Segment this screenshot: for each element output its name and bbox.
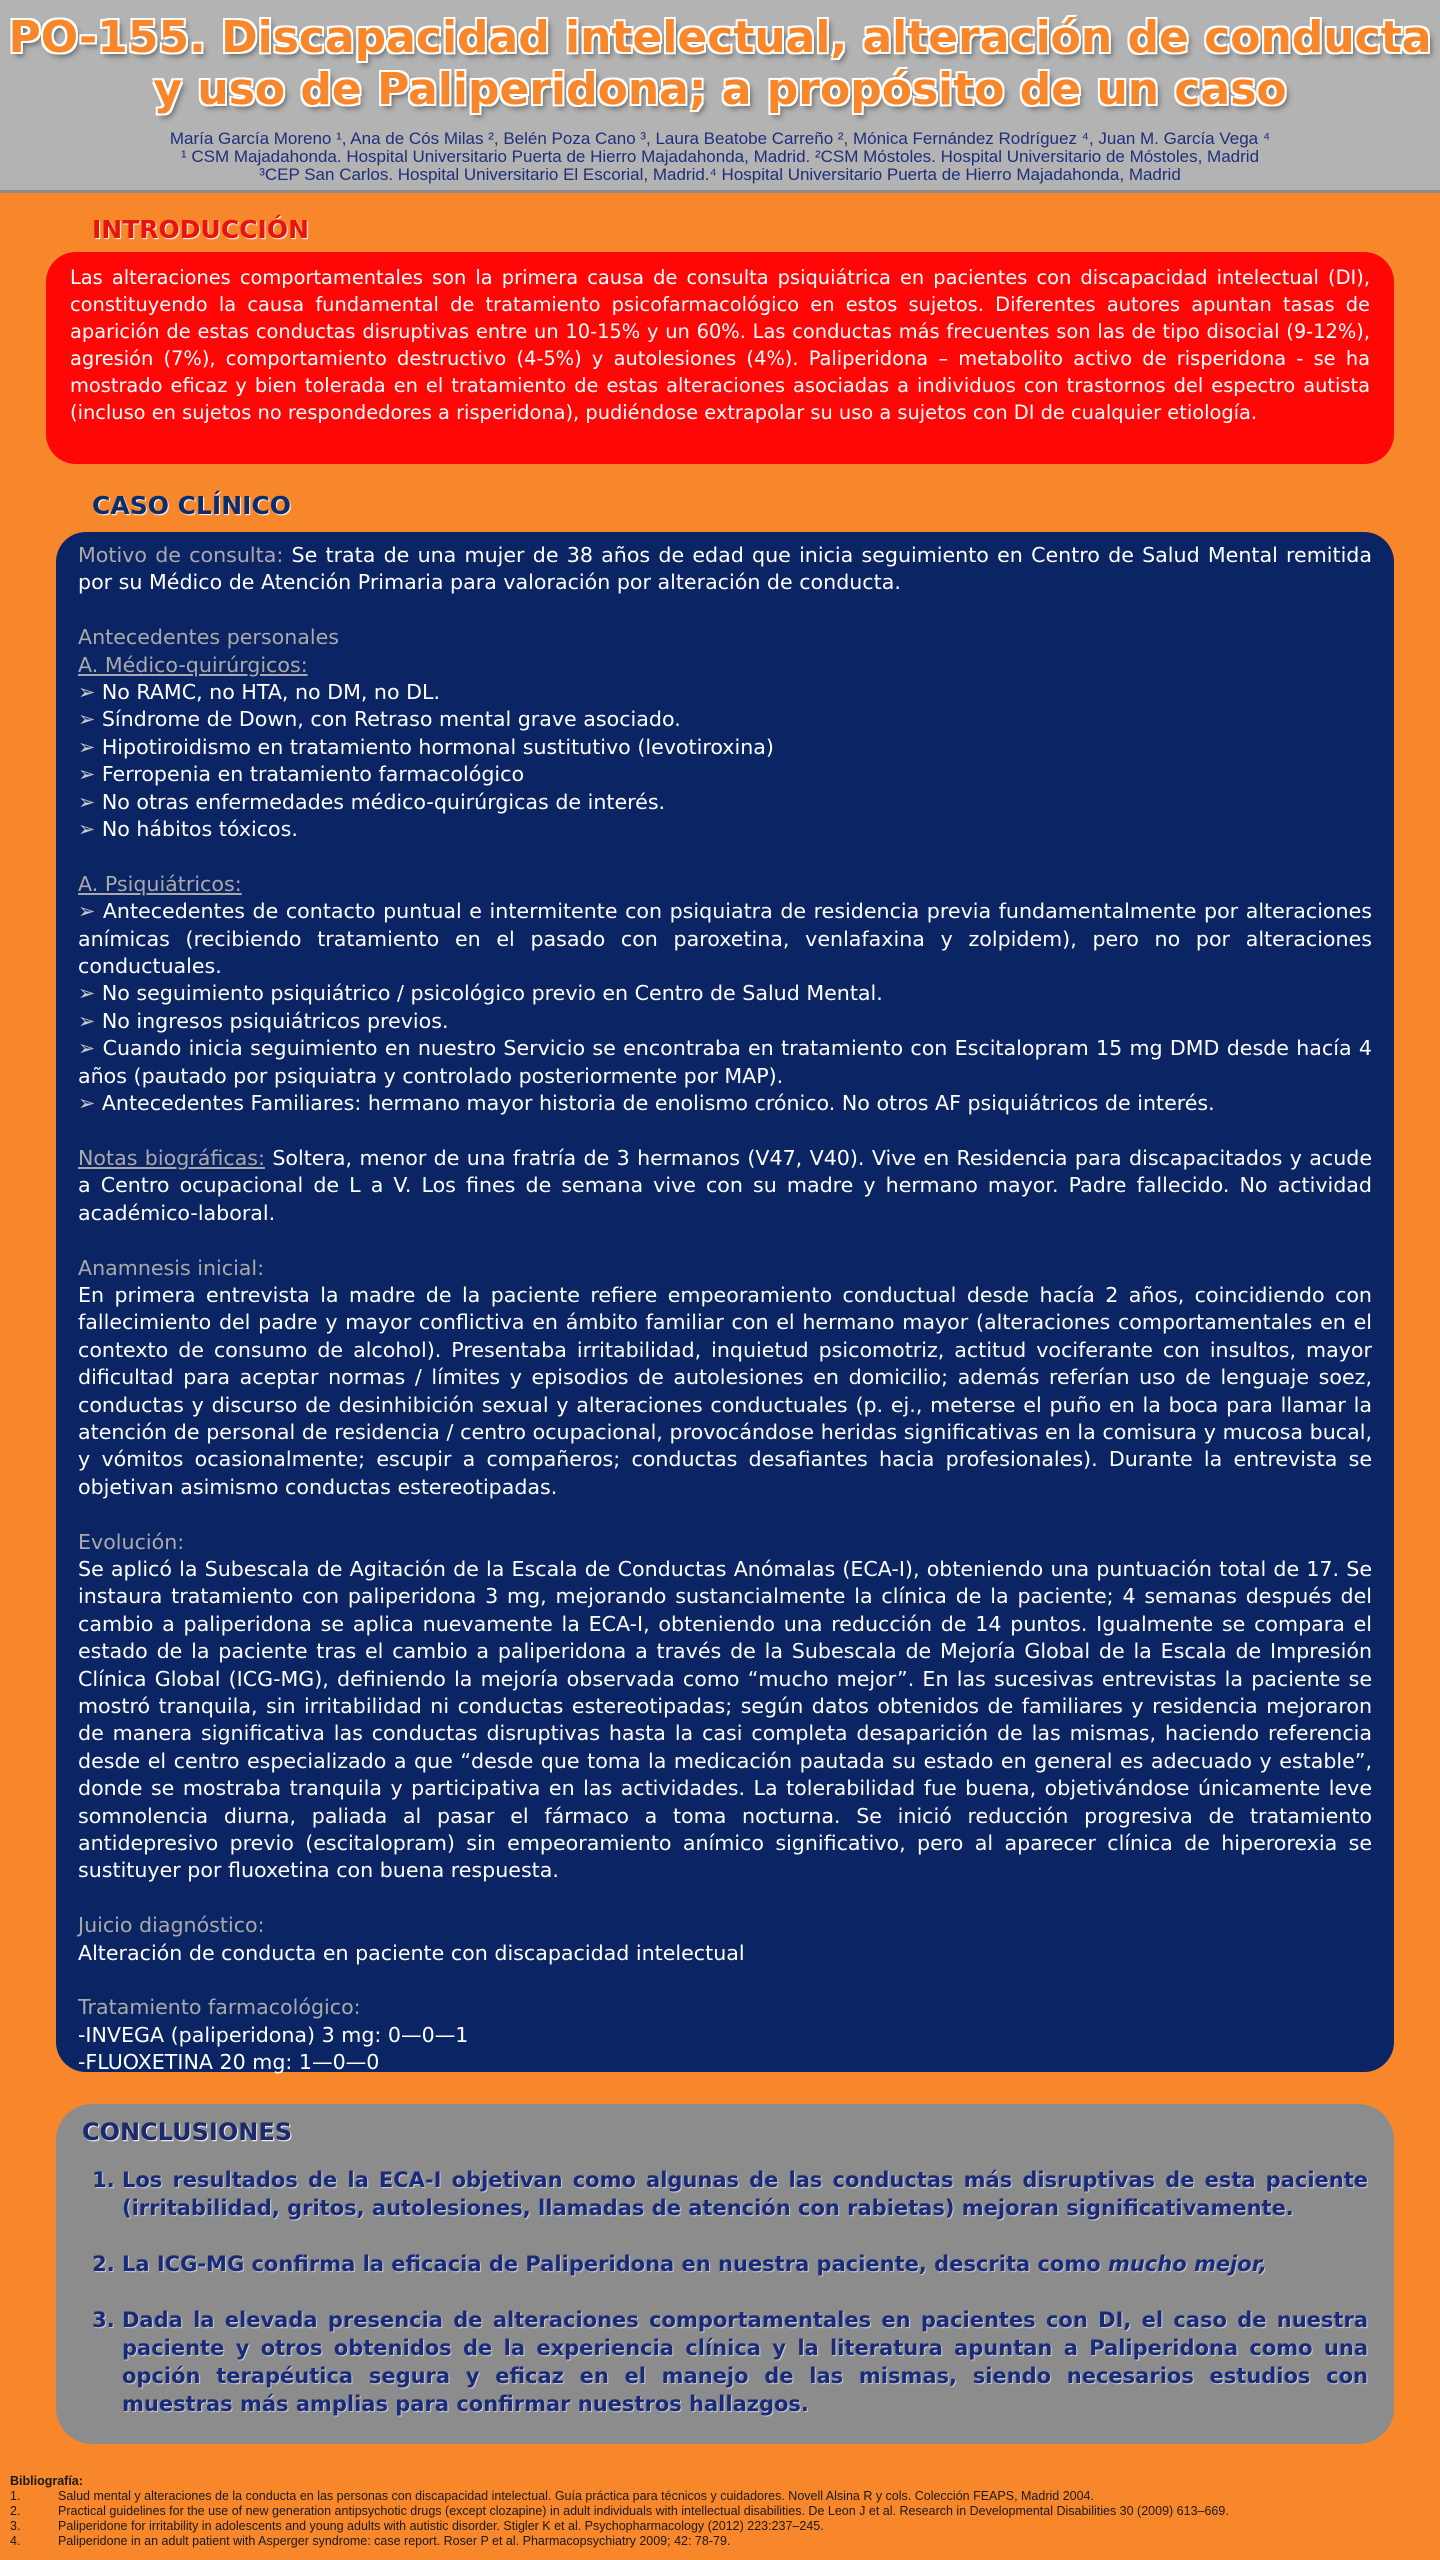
anamnesis-text: En primera entrevista la madre de la paciente refiere empeoramiento conductual desde hacía 2 años, coincidiendo con fallecimiento del padre y mayor conflictiva en ámbito familiar con el hermano mayor (alteraciones comportamentales en el contexto de consumo de alcohol). Presentaba irritabilidad, inquietud psicomotriz, actitud vociferante con insultos, mayor dificultad para aceptar normas / límites y episodios de autolesiones en domicilio; además referían uso de lenguaje soez, conductas y discurso de desinhibición sexual y alteraciones conductuales (p. ej., meterse el puño en la boca para llamar la atención de personal de residencia / centro ocupacional, provocándose heridas significativas en la comisura y mucosa bucal, y vómitos ocasionalmente; escupir a compañeros; conductas desafiantes hacia profesionales). Durante la entrevista se objetivan asimismo conductas estereotipadas. <box>78 1282 1372 1499</box>
reference-number: 3. <box>10 2519 21 2533</box>
tratamiento-item: -INVEGA (paliperidona) 3 mg: 0—0—1 <box>78 2022 469 2047</box>
conclusiones-heading: CONCLUSIONES <box>82 2118 293 2146</box>
reference-item <box>10 2504 1430 2519</box>
conclusion-2-text: La ICG-MG confirma la eficacia de Paliperidona en nuestra paciente, descrita como <box>122 2252 1108 2276</box>
psiq-label: A. Psiquiátricos: <box>78 871 242 896</box>
list-item: ➢ Antecedentes de contacto puntual e intermitente con psiquiatra de residencia previa fundamentalmente por alteraciones anímicas (recibiendo tratamiento en el pasado con paroxetina, venlafaxina y zolpidem), pero no por alteraciones conductuales. <box>78 898 1372 980</box>
conclusion-2-emphasis: mucho mejor, <box>1107 2252 1267 2276</box>
authors: María García Moreno ¹, Ana de Cós Milas ², Belén Poza Cano ³, Laura Beatobe Carreño ², Mónica Fernández Rodríguez ⁴, Juan M. García Vega ⁴ <box>169 129 1271 148</box>
list-item: ➢ Cuando inicia seguimiento en nuestro Servicio se encontraba en tratamiento con Escitalopram 15 mg DMD desde hacía 4 años (pautado por psiquiatra y controlado posteriormente por MAP). <box>78 1035 1372 1090</box>
affiliations-2: ³CEP San Carlos. Hospital Universitario El Escorial, Madrid.⁴ Hospital Universitario Puerta de Hierro Majadahonda, Madrid <box>259 165 1181 184</box>
conclusiones-list <box>82 2166 1368 2418</box>
motivo-paragraph <box>78 542 1372 597</box>
bibliography-heading: Bibliografía: <box>10 2474 83 2488</box>
evolucion-text: Se aplicó la Subescala de Agitación de la Escala de Conductas Anómalas (ECA-I), obteniendo una puntuación total de 17. Se instaura tratamiento con paliperidona 3 mg, mejorando sustancialmente la clínica de la paciente; 4 semanas después del cambio a paliperidona se aplica nuevamente la ECA-I, obteniendo una reducción de 14 puntos. Igualmente se compara el estado de la paciente tras el cambio a paliperidona a través de la Subescala de Mejoría Global de la Escala de Impresión Clínica Global (ICG-MG), definiendo la mejoría observada como “mucho mejor”. En las sucesivas entrevistas la paciente se mostró tranquila, sin irritabilidad ni conductas estereotipadas; según datos obtenidos de familiares y residencia mejoraron de manera significativa las conductas disruptivas hasta la casi completa desaparición de las mismas, haciendo referencia desde el centro especializado a que “desde que toma la medicación pautada su estado en general es adecuado y estable”, donde se mostraba tranquila y participativa en las actividades. La tolerabilidad fue buena, objetivándose únicamente leve somnolencia diurna, paliada al pasar el fármaco a toma nocturna. Se inició reducción progresiva de tratamiento antidepresivo previo (escitalopram) sin empeoramiento anímico significativo, pero al aparecer clínica de hiperorexia se sustituyer por fluoxetina con buena respuesta. <box>78 1556 1372 1883</box>
intro-box <box>46 252 1394 464</box>
affiliations-1: ¹ CSM Majadahonda. Hospital Universitario Puerta de Hierro Majadahonda, Madrid. ²CSM Móstoles. Hospital Universitario de Móstoles, Madrid <box>180 147 1260 166</box>
evolucion-label: Evolución: <box>78 1529 185 1554</box>
list-item: ➢ Síndrome de Down, con Retraso mental grave asociado. <box>78 706 1372 733</box>
reference-item <box>10 2519 1430 2534</box>
title-line-1: PO-155. Discapacidad intelectual, alteración de conducta <box>8 12 1432 63</box>
tratamiento-label: Tratamiento farmacológico: <box>78 1995 361 2020</box>
list-item: ➢ Antecedentes Familiares: hermano mayor historia de enolismo crónico. No otros AF psiquiátricos de interés. <box>78 1090 1372 1117</box>
conclusion-item: 1. Los resultados de la ECA-I objetivan como algunas de las conductas más disruptivas de esta paciente (irritabilidad, gritos, autolesiones, llamadas de atención con rabietas) mejoran significativamente. <box>122 2166 1368 2222</box>
poster-title <box>0 0 1440 116</box>
anamnesis-label: Anamnesis inicial: <box>78 1255 265 1280</box>
caso-box <box>56 532 1394 2075</box>
intro-heading: INTRODUCCIÓN <box>92 215 310 244</box>
list-item: ➢ No ingresos psiquiátricos previos. <box>78 1008 1372 1035</box>
juicio-text: Alteración de conducta en paciente con discapacidad intelectual <box>78 1940 745 1965</box>
reference-item <box>10 2534 1430 2549</box>
reference-number: 1. <box>10 2489 21 2503</box>
list-item: ➢ Ferropenia en tratamiento farmacológico <box>78 761 1372 788</box>
list-item: ➢ No seguimiento psiquiátrico / psicológico previo en Centro de Salud Mental. <box>78 980 1372 1007</box>
reference-text: Salud mental y alteraciones de la conducta en las personas con discapacidad intelectual. Guía práctica para técnicos y cuidadores. Novell Alsina R y cols. Colección FEAPS, Madrid 2004. <box>58 2489 1094 2503</box>
motivo-text: Se trata de una mujer de 38 años de edad que inicia seguimiento en Centro de Salud Mental remitida por su Médico de Atención Primaria para valoración por alteración de conducta. <box>78 543 1372 595</box>
conclusion-item: 3. Dada la elevada presencia de alteraciones comportamentales en pacientes con DI, el caso de nuestra paciente y otros obtenidos de la experiencia clínica y la literatura apuntan a Paliperidona como una opción terapéutica segura y eficaz en el manejo de las mismas, siendo necesarios estudios con muestras más amplias para confirmar nuestros hallazgos. <box>122 2306 1368 2418</box>
juicio-label: Juicio diagnóstico: <box>78 1913 265 1938</box>
list-item: ➢ No RAMC, no HTA, no DM, no DL. <box>78 679 1372 706</box>
motivo-label: Motivo de consulta: <box>78 543 284 567</box>
reference-number: 2. <box>10 2504 21 2518</box>
intro-text: Las alteraciones comportamentales son la primera causa de consulta psiquiátrica en pacientes con discapacidad intelectual (DI), constituyendo la causa fundamental de tratamiento psicofarmacológico en estos sujetos. Diferentes autores apuntan tasas de aparición de estas conductas disruptivas entre un 10-15% y un 60%. Las conductas más frecuentes son las de tipo disocial (9-12%), agresión (7%), comportamiento destructivo (4-5%) y autolesiones (4%). Paliperidona – metabolito activo de risperidona - se ha mostrado eficaz y bien tolerada en el tratamiento de estas alteraciones asociadas a individuos con trastornos del espectro autista (incluso en sujetos no respondedores a risperidona), pudiéndose extrapolar su uso a sujetos con DI de cualquier etiología. <box>70 266 1370 424</box>
antecedentes-label: Antecedentes personales <box>78 625 340 650</box>
reference-number: 4. <box>10 2534 21 2548</box>
title-line-2: y uso de Paliperidona; a propósito de un caso <box>153 64 1287 115</box>
conclusion-item <box>122 2250 1368 2278</box>
list-item: ➢ Hipotiroidismo en tratamiento hormonal sustitutivo (levotiroxina) <box>78 734 1372 761</box>
notas-paragraph <box>78 1145 1372 1227</box>
bibliography <box>10 2474 1430 2549</box>
reference-text: Paliperidone in an adult patient with Asperger syndrome: case report. Roser P et al. Pharmacopsychiatry 2009; 42: 78-79. <box>58 2534 731 2548</box>
conclusiones-box <box>56 2104 1394 2444</box>
reference-item <box>10 2489 1430 2504</box>
notas-label: Notas biográficas: <box>78 1145 265 1170</box>
reference-text: Practical guidelines for the use of new generation antipsychotic drugs (except clozapine) in adult individuals with intellectual disabilities. De Leon J et al. Research in Developmental Disabilities 30 (2009) 613–669. <box>58 2504 1229 2518</box>
poster-header <box>0 0 1440 193</box>
reference-text: Paliperidone for irritability in adolescents and young adults with autistic disorder. Stigler K et al. Psychopharmacology (2012) 223:237–245. <box>58 2519 824 2533</box>
list-item: ➢ No otras enfermedades médico-quirúrgicas de interés. <box>78 789 1372 816</box>
tratamiento-item: -FLUOXETINA 20 mg: 1—0—0 <box>78 2050 380 2075</box>
list-item: ➢ No hábitos tóxicos. <box>78 816 1372 843</box>
caso-heading: CASO CLÍNICO <box>92 491 292 520</box>
medico-label: A. Médico-quirúrgicos: <box>78 652 308 677</box>
notas-text: Soltera, menor de una fratría de 3 hermanos (V47, V40). Vive en Residencia para discapacitados y acude a Centro ocupacional de L a V. Los fines de semana vive con su madre y hermano mayor. Padre fallecido. No actividad académico-laboral. <box>78 1145 1372 1225</box>
